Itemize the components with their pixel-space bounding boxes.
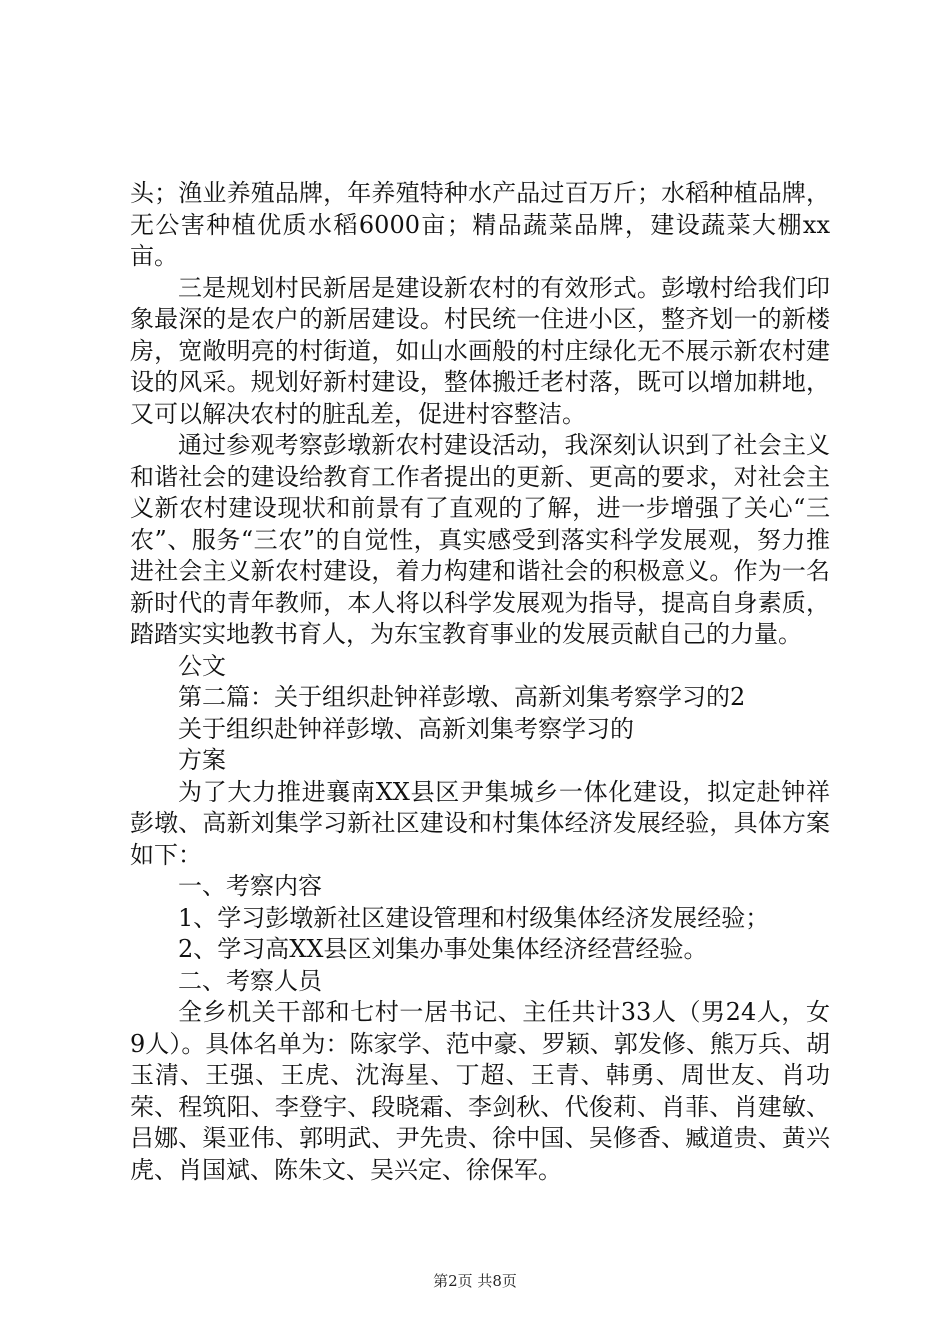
paragraph-reflection: 通过参观考察彭墩新农村建设活动，我深刻认识到了社会主义和谐社会的建设给教育工作者提出的更新、更高的要求，对社会主义新农村建设现状和前景有了直观的了解，进一步增强了关心“三农”、服务“三农”的自觉性，真实感受到落实科学发展观，努力推进社会主义新农村建设，着力构建和谐社会的积极意义。作为一名新时代的青年教师，本人将以科学发展观为指导，提高自身素质，踏踏实实地教书育人，为东宝教育事业的发展贡献自己的力量。 — [130, 431, 830, 648]
paragraph-personnel-list: 全乡机关干部和七村一居书记、主任共计33人（男24人，女9人）。具体名单为：陈家学、范中豪、罗颖、郭发修、熊万兵、胡玉清、王强、王虎、沈海星、丁超、王青、韩勇、周世友、肖功荣、程筑阳、李登宇、段晓霜、李剑秋、代俊莉、肖菲、肖建敏、吕娜、渠亚伟、郭明武、尹先贵、徐中国、吴修香、臧道贵、黄兴虎、肖国斌、陈朱文、吴兴定、徐保军。 — [130, 998, 830, 1184]
document-body — [130, 178, 830, 1186]
page-footer: 第2页 共8页 — [433, 1272, 517, 1290]
paragraph-purpose: 为了大力推进襄南XX县区尹集城乡一体化建设，拟定赴钟祥彭墩、高新刘集学习新社区建设和村集体经济发展经验，具体方案如下： — [130, 777, 830, 869]
section-heading-part-two: 第二篇：关于组织赴钟祥彭墩、高新刘集考察学习的2 — [178, 683, 746, 711]
heading-inspection-personnel: 二、考察人员 — [178, 966, 322, 995]
list-item-1: 1、学习彭墩新社区建设管理和村级集体经济发展经验； — [178, 903, 770, 932]
heading-inspection-content: 一、考察内容 — [178, 872, 322, 900]
document-title-plan: 方案 — [178, 746, 226, 774]
list-item-2: 2、学习高XX县区刘集办事处集体经济经营经验。 — [178, 935, 708, 963]
paragraph-new-residence: 三是规划村民新居是建设新农村的有效形式。彭墩村给我们印象最深的是农户的新居建设。村民统一住进小区，整齐划一的新楼房，宽敞明亮的村街道，如山水画般的村庄绿化无不展示新农村建设的风采。规划好新村建设，整体搬迁老村落，既可以增加耕地，又可以解决农村的脏乱差，促进村容整洁。 — [130, 273, 830, 428]
paragraph-continuation: 头；渔业养殖品牌，年养殖特种水产品过百万斤；水稻种植品牌，无公害种植优质水稻6000亩；精品蔬菜品牌，建设蔬菜大棚xx亩。 — [130, 179, 830, 270]
document-title-line: 关于组织赴钟祥彭墩、高新刘集考察学习的 — [178, 714, 634, 743]
paragraph-label-gongwen: 公文 — [178, 651, 226, 680]
